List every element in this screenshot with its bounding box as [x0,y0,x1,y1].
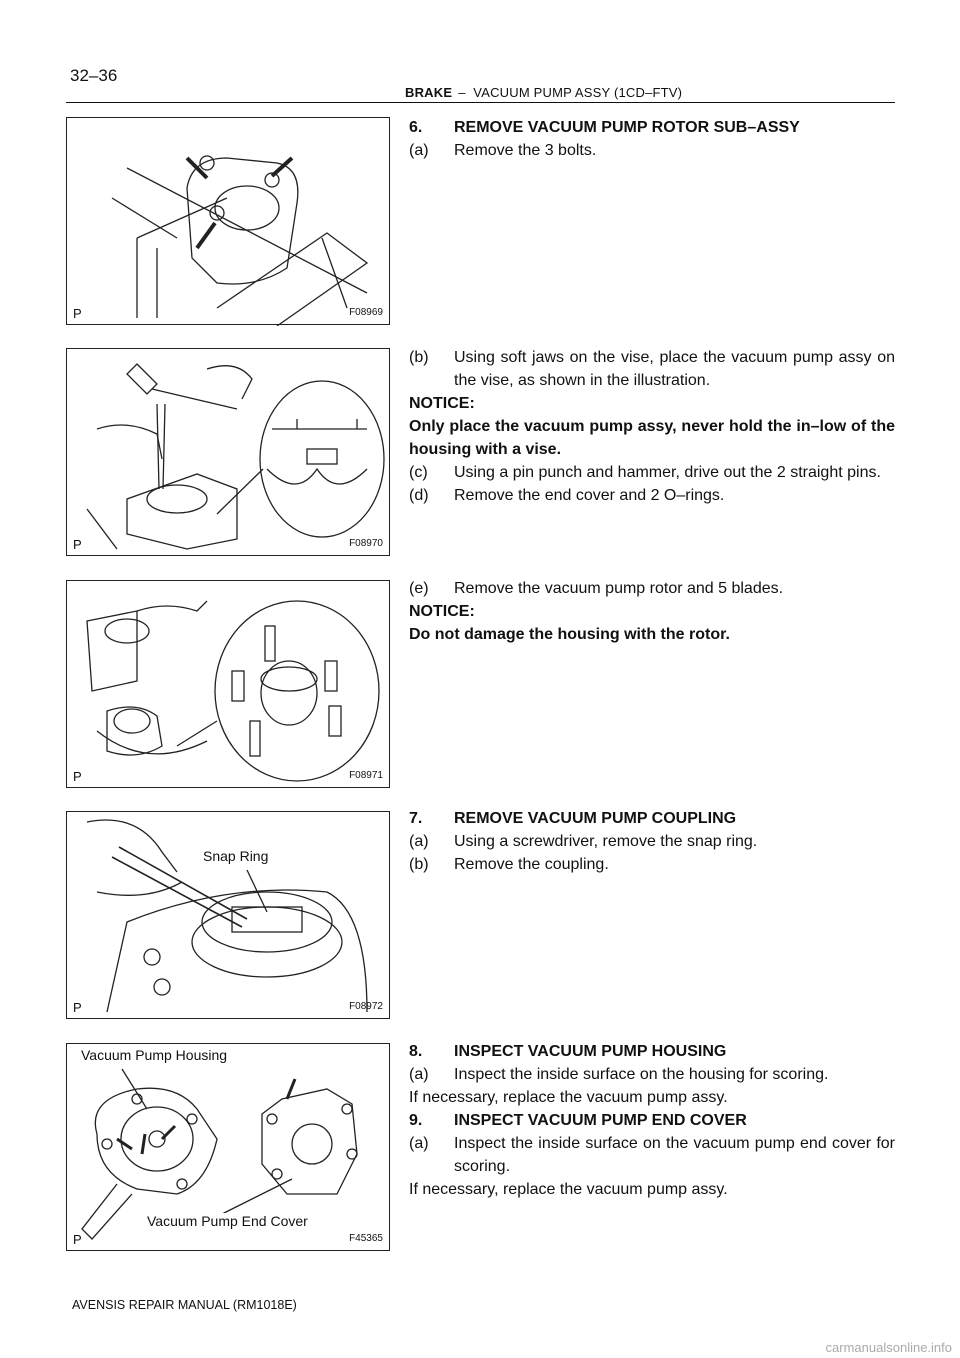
watermark: carmanualsonline.info [825,1340,952,1355]
step-7-block [409,807,895,876]
step-6-block [409,116,895,162]
figure-code: F08969 [349,307,383,318]
figure-code: F08970 [349,538,383,549]
header-title: VACUUM PUMP ASSY (1CD–FTV) [473,85,683,100]
figure-code: F08972 [349,1001,383,1012]
figure-rotor-blades [66,580,390,788]
rotor-and-blades-illustration [67,581,391,789]
step-item: (a) Inspect the inside surface on the housing for scoring. [409,1066,829,1083]
step-item: (d) Remove the end cover and 2 O–rings. [409,487,725,504]
figure-drive-pins [66,348,390,556]
step-note: If necessary, replace the vacuum pump assy. [409,1089,728,1106]
label-snap-ring: Snap Ring [203,848,269,864]
steps-8-9-block [409,1040,895,1201]
figure-p-mark: P [73,1000,82,1015]
step-item: (b) Using soft jaws on the vise, place the vacuum pump assy on the vise, as shown in the illustration. [409,349,895,389]
notice-label: NOTICE: [409,395,475,412]
step-item: (c) Using a pin punch and hammer, drive out the 2 straight pins. [409,464,881,481]
figure-snap-ring [66,811,390,1019]
step-item: (a) Inspect the inside surface on the vacuum pump end cover for scoring. [409,1135,895,1175]
steps-b-to-d-block [409,346,895,507]
header-section: BRAKE [405,85,453,100]
step-e-block [409,577,895,646]
notice-label: NOTICE: [409,603,475,620]
step-item: (a) Remove the 3 bolts. [409,142,597,159]
figure-p-mark: P [73,537,82,552]
notice-text: Do not damage the housing with the rotor. [409,626,730,643]
figure-remove-bolts [66,117,390,325]
label-vacuum-pump-housing: Vacuum Pump Housing [81,1047,228,1063]
figure-p-mark: P [73,769,82,784]
step-item: (e) Remove the vacuum pump rotor and 5 blades. [409,580,784,597]
snap-ring-illustration [67,812,391,1020]
step-item: (a) Using a screwdriver, remove the snap ring. [409,833,758,850]
page-footer: AVENSIS REPAIR MANUAL (RM1018E) [72,1298,297,1312]
header-rule [66,102,895,103]
step-heading: 9. INSPECT VACUUM PUMP END COVER [409,1112,747,1129]
pin-punch-illustration [67,349,391,557]
step-item: (b) Remove the coupling. [409,856,609,873]
step-note: If necessary, replace the vacuum pump assy. [409,1181,728,1198]
figure-code: F08971 [349,770,383,781]
page-number: 32–36 [70,66,118,85]
page-header [405,85,682,100]
notice-text: Only place the vacuum pump assy, never hold the in–low of the housing with a vise. [409,418,895,458]
figure-p-mark: P [73,306,82,321]
figure-code: F45365 [349,1233,383,1244]
header-separator: – [458,85,466,100]
figure-p-mark: P [73,1232,82,1247]
figure-housing-endcover [66,1043,390,1251]
step-heading: 6. REMOVE VACUUM PUMP ROTOR SUB–ASSY [409,119,800,136]
step-heading: 8. INSPECT VACUUM PUMP HOUSING [409,1043,727,1060]
label-vacuum-pump-end-cover: Vacuum Pump End Cover [147,1213,308,1229]
step-heading: 7. REMOVE VACUUM PUMP COUPLING [409,810,737,827]
vacuum-pump-bolts-illustration [67,118,391,326]
